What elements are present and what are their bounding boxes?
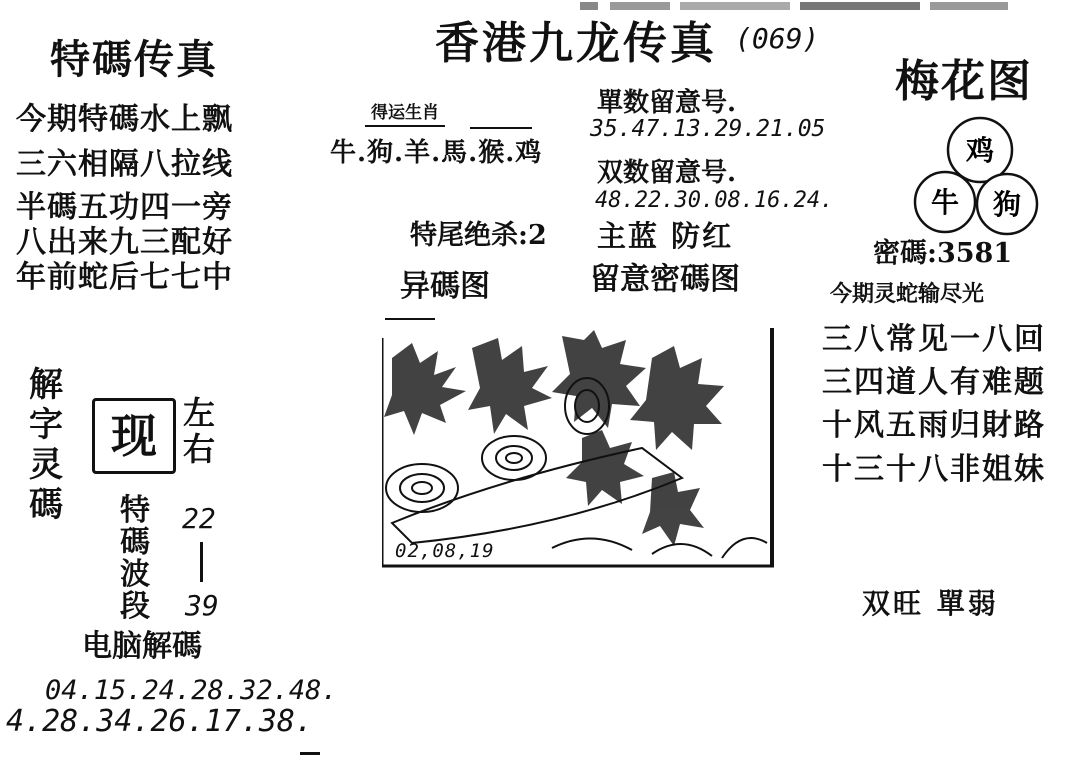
frame-top-line [385,318,435,320]
ink-sketch-picture [382,328,774,568]
odd-numbers: 35.47.13.29.21.05 [590,116,826,142]
left-poem-line-4: 八出来九三配好 [16,225,233,260]
circle-label-rooster: 鸡 [965,134,995,167]
lucky-zodiac-label: 得运生肖 [365,102,445,127]
double-single-note: 双旺 單弱 [862,587,999,620]
odd-numbers-label: 單数留意号. [597,88,737,118]
range-bar [200,542,203,582]
riddle-label: 解字灵碼 [29,365,63,525]
computer-code-label: 电脑解碼 [82,629,202,664]
right-poem-line-2: 三四道人有难题 [822,365,1046,400]
secret-code-diagram-label: 留意密碼图 [590,262,740,297]
bottom-edge-mark [300,752,320,755]
circle-label-ox: 牛 [930,186,960,219]
label-underline [470,127,532,129]
lucky-zodiacs: 牛.狗.羊.馬.猴.鸡 [330,138,543,168]
picture-numbers: 02,08,19 [395,540,495,562]
right-poem-heading: 今期灵蛇输尽光 [830,281,985,307]
right-poem-line-4: 十三十八非姐妹 [822,452,1046,487]
riddle-side-label: 左右 [183,394,216,468]
computer-code-row-1: 04.15.24.28.32.48. [45,675,338,706]
left-poem-line-3: 半碼五功四一旁 [16,190,233,225]
range-end: 39 [185,589,219,622]
issue-number: (069) [735,22,820,55]
plum-diagram-title: 梅花图 [895,56,1033,107]
even-numbers-label: 双数留意号. [597,158,737,188]
main-color-text: 主蓝 防红 [597,219,734,253]
left-poem-line-5: 年前蛇后七七中 [16,260,233,295]
left-poem-line-2: 三六相隔八拉线 [16,147,233,182]
computer-code-row-2: 4.28.34.26.17.38. [6,704,314,739]
circle-label-dog: 狗 [992,188,1022,221]
left-poem-line-1: 今期特碼水上飘 [16,102,233,137]
right-poem-line-3: 十风五雨归財路 [822,408,1046,443]
header-scrap [580,0,1008,14]
secret-code: 密碼:3581 [873,238,1013,269]
tema-wave-label: 特碼波段 [120,493,150,624]
right-poem-line-1: 三八常见一八回 [822,322,1046,357]
riddle-character-box: 现 [92,398,176,474]
zodiac-circles-diagram [905,112,1045,237]
even-numbers: 48.22.30.08.16.24. [595,188,834,213]
range-start: 22 [182,502,216,535]
tail-kill-text: 特尾绝杀:2 [410,220,547,251]
main-title: 香港九龙传真 [435,18,717,69]
left-title: 特碼传真 [50,36,218,83]
odd-code-diagram-label: 异碼图 [400,269,490,304]
